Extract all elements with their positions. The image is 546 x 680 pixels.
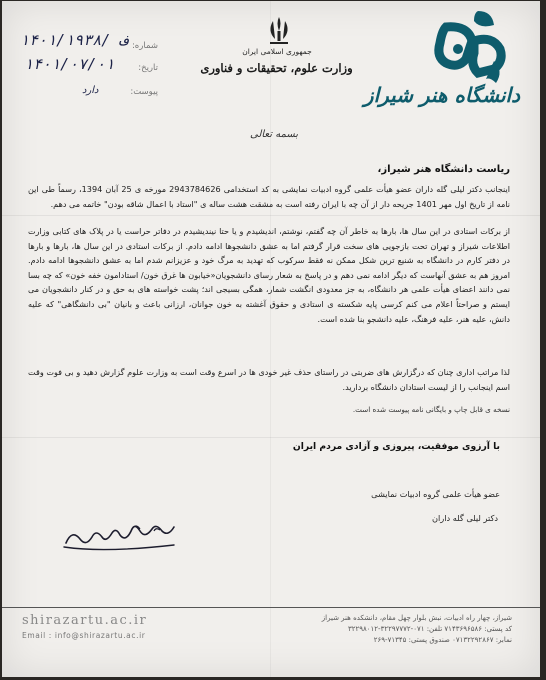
paragraph-1: اینجانب دکتر لیلی گله داران عضو هیأت علمی گروه ادبیات نمایشی به کد استخدامی 2943784626 مورخه ی 25 آبان 1394، رسماً طی این نامه از تاریخ اول مهر 1401 جریحه دار از آن چه با ایران رفته است به مشقت هشت ساله ی "استاد با اعمال شاقه بودن" خاتمه می دهم. — [28, 184, 510, 209]
attachment-value: دارد — [82, 85, 99, 96]
letter-date: ۱۴۰۱/۰۷/۰۱ — [24, 55, 115, 73]
letter-page — [2, 1, 540, 677]
paragraph-3: لذا مراتب اداری چنان که درگزارش های ضربتی در راستای حذف غیر خودی ها در اسرع وقت است به وزارت علوم گزارش دهید و بی فوت وقت اسم اینجانب را از لیست استادان دانشگاه بردارید. — [28, 367, 510, 392]
footer-contact — [22, 613, 192, 640]
footer-postal-phone: کد پستی: ۷۱۴۳۶۹۶۵۸۶ تلفن: ۰۷۱-۳۲۲۹۷۷۷۲-۳۲۲۹۸۰۱۲ — [347, 625, 512, 633]
signer-name: دکتر لیلی گله داران — [432, 513, 498, 523]
footer-address-block — [182, 613, 512, 646]
date-label: تاریخ: — [138, 63, 158, 73]
footer-divider — [2, 607, 540, 608]
signer-title: عضو هیأت علمی گروه ادبیات نمایشی — [371, 489, 500, 499]
attachment-note: نسخه ی قابل چاپ و بایگانی نامه پیوست شده است. — [352, 405, 510, 414]
letter-number: ۱۴۰۱/۱۹۳۸/ ف — [20, 31, 129, 49]
ministry-name: وزارت علوم، تحقیقات و فناوری — [200, 61, 353, 75]
paper-fold-line — [270, 1, 271, 677]
iran-emblem-icon — [264, 15, 294, 47]
footer-website: shirazartu.ac.ir — [22, 613, 148, 628]
number-label: شماره: — [131, 41, 158, 51]
handwritten-signature — [62, 519, 182, 555]
government-name: جمهوری اسلامی ایران — [242, 47, 312, 56]
footer-fax: نمابر: ۰۷۱۳۲۲۹۲۸۶۷ صندوق پستی: ۷۱۳۴۵-۲۶۹ — [373, 636, 512, 644]
footer-email: Email : info@shirazartu.ac.ir — [22, 631, 146, 640]
basmala: بسمه تعالی — [250, 129, 299, 140]
paragraph-2: از برکات استادی در این سال ها، بارها به خاطر آن چه گفتم، نوشتم، اندیشیدم و یا حتا نیندیشیدم در دفاتر حراست یا در پلاک های کتابی وزارت اطلاعات شیراز و تهران تحت بازجویی های سخت قرار گرفتم اما به عشق دانشجوها ادامه دادم. از برکات استادی در این سال ها، بارها و بارها در دفتر کارم در دانشگاه به شنیع ترین شکل ممکن نه فقط سرکوب که تهدید به مرگ خود و عزیزانم شدم اما به عشق دانشجوها ادامه دادم. امروز هم به عشق آنهاست که دیگر ادامه نمی دهم و در پاسخ به شعار رسای دانشجویان«خیابون ها غرق خون/ استادامون خفه خون» که چه بسا نمی دانند اعضای هیأت علمی هر دانشگاه، به جز معدودی انگشت شمار، همگی بسیجی اند؛ پشت خواسته های به حق و در کنار دانشجویان می ایستم و صراحتاً اعلام می کنم کرسی پایه شکسته ی استادی و حقوق آغشته به خون جوانان، ارزانی باعث و بانیان "بی دانشگاهی" که علیه دانش، علیه هنر، علیه فرهنگ، علیه دانشجو بنا شده است. — [28, 226, 510, 324]
paper-fold-line — [2, 437, 540, 438]
paper-fold-line — [2, 215, 540, 216]
university-name: دانشگاه هنر شیراز — [363, 83, 520, 107]
attachment-label: پیوست: — [130, 87, 158, 97]
footer-address: شیراز، چهار راه ادبیات، نبش بلوار چهل مقام، دانشکده هنر شیراز — [321, 614, 512, 622]
salutation: ریاست دانشگاه هنر شیراز، — [377, 164, 510, 175]
closing-wish: با آرزوی موفقیت، پیروزی و آزادی مردم ایران — [292, 441, 500, 452]
